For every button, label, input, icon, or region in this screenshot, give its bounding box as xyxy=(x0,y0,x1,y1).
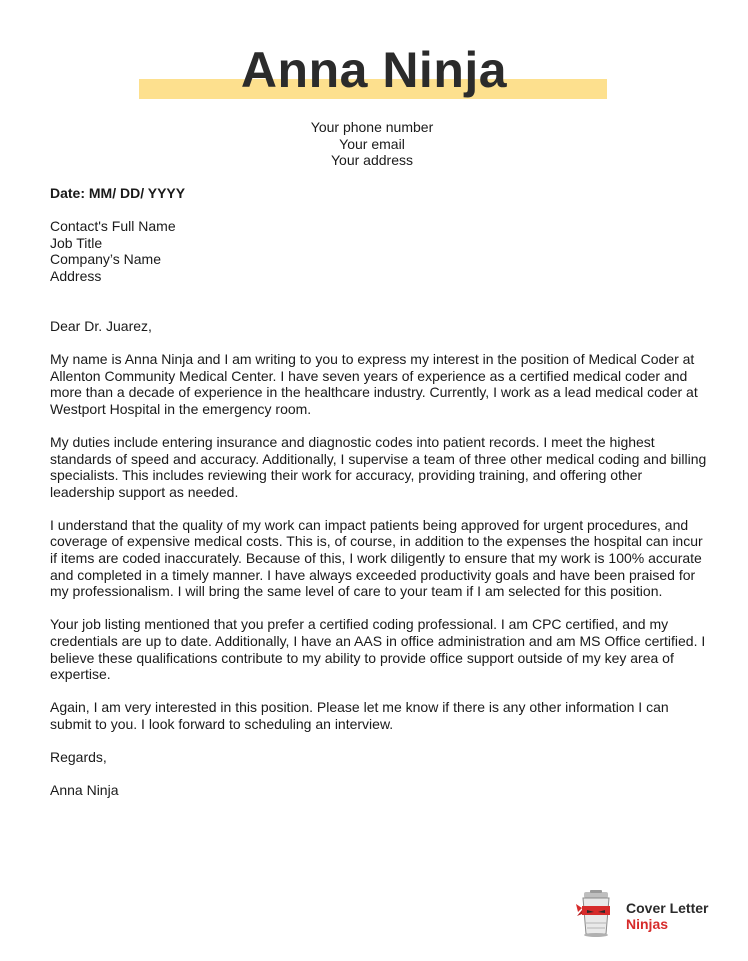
brand-line-2: Ninjas xyxy=(626,916,669,932)
recipient-company: Company’s Name xyxy=(50,251,162,268)
ninja-cup-logo-icon xyxy=(576,890,616,938)
applicant-name: Anna Ninja xyxy=(240,42,508,98)
contact-phone: Your phone number xyxy=(310,119,434,135)
closing: Regards, xyxy=(50,749,107,766)
contact-address: Your address xyxy=(331,152,413,168)
paragraph-duties: My duties include entering insurance and diagnostic codes into patient records. I meet the highest standards of speed and accuracy. Additionally, I supervise a team of three other medical coding and billing specialists. This includes reviewing their work for accuracy, providing training, and offering other leadership support as needed. xyxy=(50,433,707,500)
recipient-job-title: Job Title xyxy=(50,234,103,251)
recipient-address: Address xyxy=(50,267,102,284)
brand-line-1: Cover Letter xyxy=(626,900,709,916)
brand-logo xyxy=(576,890,726,938)
paragraph-credentials: Your job listing mentioned that you prefer a certified coding professional. I am CPC certified, and my credentials are up to date. Additionally, I have an AAS in office administration and am MS Office certified. I believe these qualifications contribute to my ability to provide office support outside of my key area of expertise. xyxy=(50,616,706,683)
spacer xyxy=(50,301,710,318)
recipient-block xyxy=(50,218,710,284)
contact-email: Your email xyxy=(339,135,405,152)
salutation: Dear Dr. Juarez, xyxy=(50,317,152,334)
contact-block xyxy=(0,119,744,169)
paragraph-intro: My name is Anna Ninja and I am writing to you to express my interest in the position of Medical Coder at Allenton Community Medical Center. I have seven years of experience as a certified medical coder and more than a decade of experience in the healthcare industry. Currently, I work as a lead medical coder at Westport Hospital in the emergency room. xyxy=(50,350,698,417)
paragraph-closing: Again, I am very interested in this position. Please let me know if there is any other information I can submit to you. I look forward to scheduling an interview. xyxy=(50,699,669,732)
signature: Anna Ninja xyxy=(50,782,119,799)
brand-text xyxy=(626,900,708,932)
recipient-full-name: Contact's Full Name xyxy=(50,218,176,235)
letter-date: Date: MM/ DD/ YYYY xyxy=(50,185,186,201)
name-header xyxy=(0,40,748,104)
letter-body xyxy=(50,185,710,816)
paragraph-quality: I understand that the quality of my work can impact patients being approved for urgent procedures, and coverage of expensive medical costs. This is, of course, in addition to the expenses the hospital can incur if items are coded inaccurately. Because of this, I work diligently to ensure that my work is 100% accurate and completed in a timely manner. I have always exceeded productivity goals and have been praised for my professionalism. I will bring the same level of care to your team if I am selected for this position. xyxy=(50,516,703,600)
